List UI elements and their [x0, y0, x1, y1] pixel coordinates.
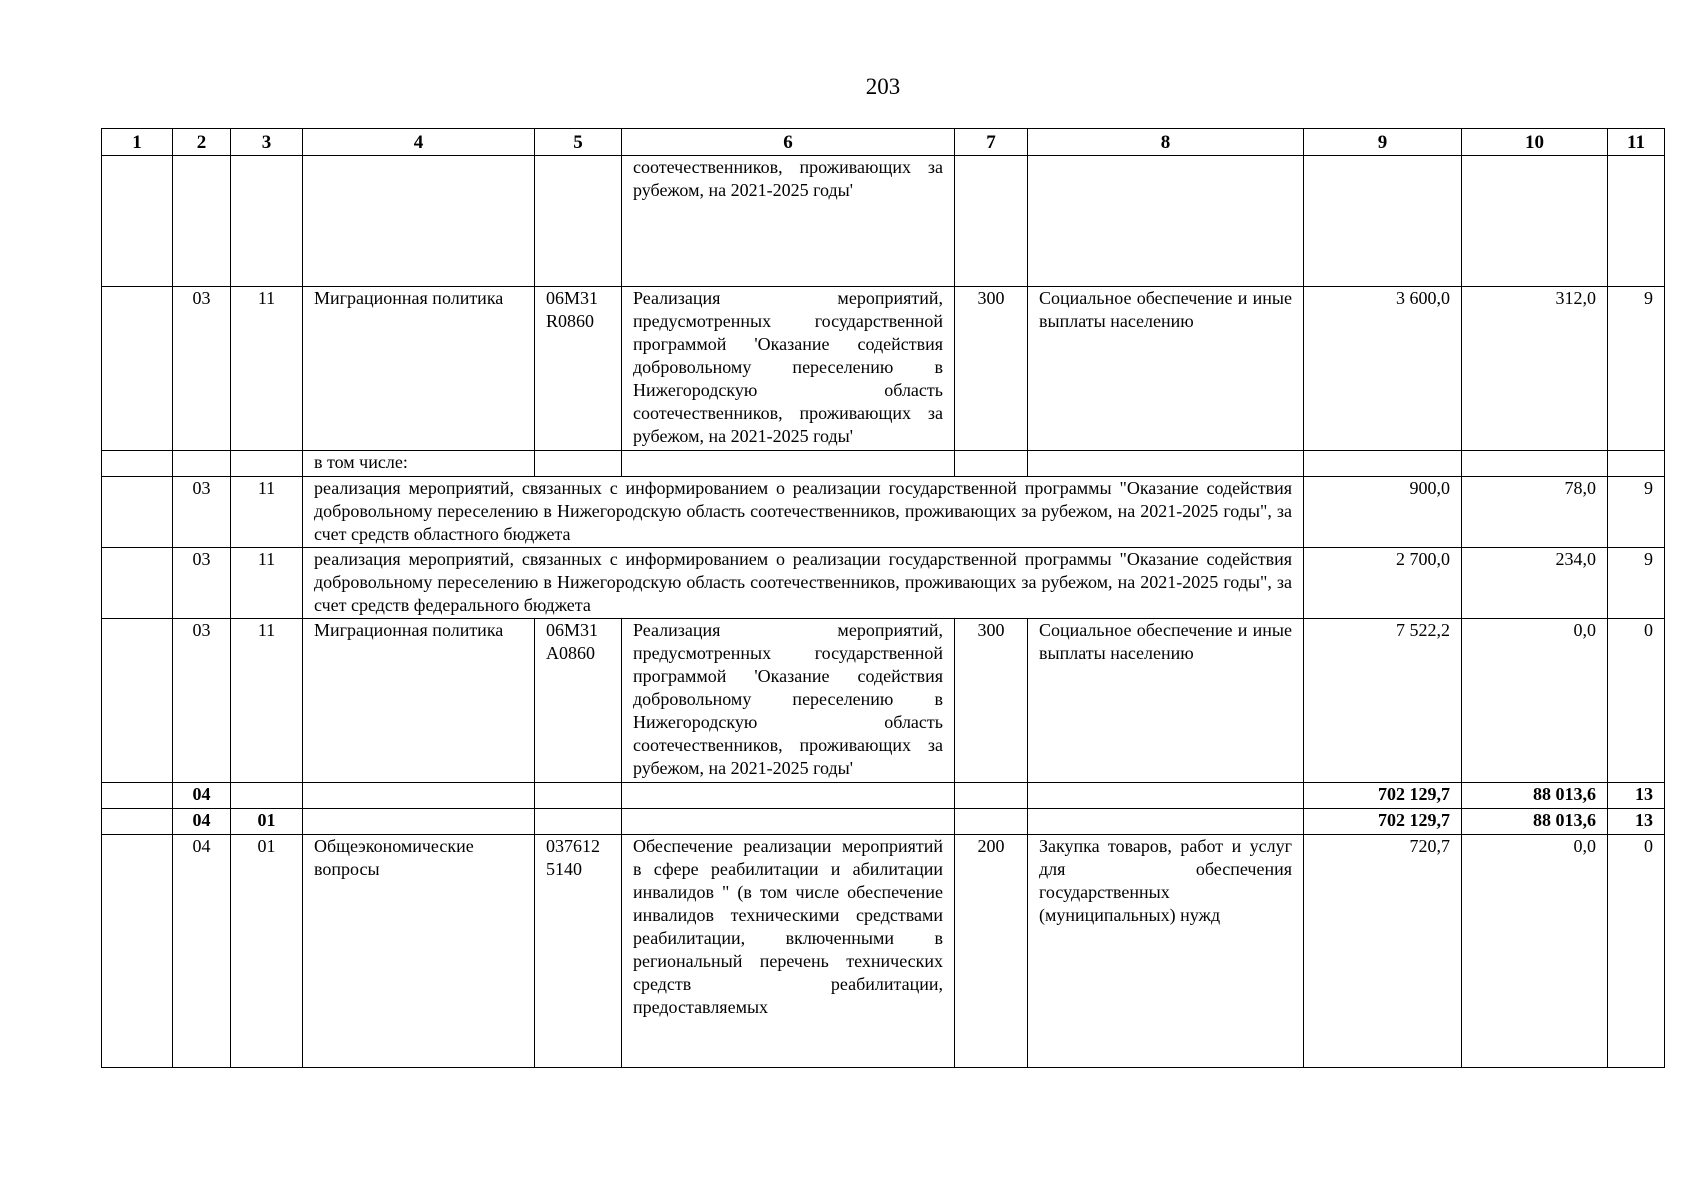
- table-cell: [1304, 156, 1462, 287]
- table-cell: [102, 809, 173, 835]
- table-cell: [173, 451, 231, 477]
- table-cell: [231, 156, 303, 287]
- table-cell: [955, 809, 1028, 835]
- table-cell: [955, 156, 1028, 287]
- value-11-cell: 13: [1608, 809, 1665, 835]
- value-9-cell: 900,0: [1304, 477, 1462, 548]
- name-cell: Миграционная политика: [303, 619, 535, 783]
- value-11-cell: 9: [1608, 548, 1665, 619]
- table-row: [102, 548, 1665, 619]
- table-cell: [102, 835, 173, 1068]
- table-cell: [102, 783, 173, 809]
- name-cell: Миграционная политика: [303, 287, 535, 451]
- table-cell: [1462, 451, 1608, 477]
- section-cell: 04: [173, 835, 231, 1068]
- column-header: 8: [1028, 129, 1304, 156]
- column-header: 5: [535, 129, 622, 156]
- table-cell: [102, 451, 173, 477]
- table-cell: [535, 156, 622, 287]
- subsection-cell: 11: [231, 619, 303, 783]
- column-header: 10: [1462, 129, 1608, 156]
- table-cell: [1028, 156, 1304, 287]
- code-cell: 06М31 А0860: [535, 619, 622, 783]
- page-number: 203: [865, 74, 901, 99]
- table-cell: [622, 809, 955, 835]
- value-9-cell: 720,7: [1304, 835, 1462, 1068]
- table-cell: [231, 451, 303, 477]
- column-header: 9: [1304, 129, 1462, 156]
- table-cell: [102, 477, 173, 548]
- program-cell: Обеспечение реализации мероприятий в сфере реабилитации и абилитации инвалидов " (в том числе обеспечение инвалидов техническими средствами реабилитации, включенными в региональный перечень технических средств реабилитации, предоставляемых: [622, 835, 955, 1068]
- program-cell: Реализация мероприятий, предусмотренных государственной программой 'Оказание содействия добровольному переселению в Нижегородскую область соотечественников, проживающих за рубежом, на 2021-2025 годы': [622, 287, 955, 451]
- budget-table: [101, 128, 1665, 1068]
- section-cell: 04: [173, 809, 231, 835]
- program-cell: Реализация мероприятий, предусмотренных государственной программой 'Оказание содействия добровольному переселению в Нижегородскую область соотечественников, проживающих за рубежом, на 2021-2025 годы': [622, 619, 955, 783]
- table-cell: [231, 783, 303, 809]
- column-header: 1: [102, 129, 173, 156]
- value-10-cell: 0,0: [1462, 619, 1608, 783]
- table-cell: [622, 451, 955, 477]
- header-row: [102, 129, 1665, 156]
- table-cell: [102, 619, 173, 783]
- value-10-cell: 78,0: [1462, 477, 1608, 548]
- value-10-cell: 88 013,6: [1462, 809, 1608, 835]
- section-cell: 04: [173, 783, 231, 809]
- description-cell: реализация мероприятий, связанных с информированием о реализации государственной программы "Оказание содействия добровольному переселению в Нижегородскую область соотечественников, проживающих за рубежом, на 2021-2025 годы", за счет средств федерального бюджета: [303, 548, 1304, 619]
- kind-code-cell: 300: [955, 619, 1028, 783]
- table-row: [102, 783, 1665, 809]
- table-cell: [102, 287, 173, 451]
- table-row: [102, 287, 1665, 451]
- table-cell: [303, 809, 535, 835]
- value-9-cell: 702 129,7: [1304, 809, 1462, 835]
- subsection-cell: 11: [231, 548, 303, 619]
- section-cell: 03: [173, 548, 231, 619]
- column-header: 6: [622, 129, 955, 156]
- table-cell: [955, 451, 1028, 477]
- section-cell: 03: [173, 619, 231, 783]
- table-cell: [303, 783, 535, 809]
- table-cell: [1608, 156, 1665, 287]
- table-cell: [1304, 451, 1462, 477]
- value-11-cell: 0: [1608, 619, 1665, 783]
- section-cell: 03: [173, 287, 231, 451]
- column-header: 4: [303, 129, 535, 156]
- kind-code-cell: 300: [955, 287, 1028, 451]
- program-cell: соотечественников, проживающих за рубежом, на 2021-2025 годы': [622, 156, 955, 287]
- value-11-cell: 9: [1608, 477, 1665, 548]
- name-cell: Общеэкономические вопросы: [303, 835, 535, 1068]
- column-header: 7: [955, 129, 1028, 156]
- table-cell: [1608, 451, 1665, 477]
- value-10-cell: 234,0: [1462, 548, 1608, 619]
- value-11-cell: 0: [1608, 835, 1665, 1068]
- table-cell: [1028, 809, 1304, 835]
- table-cell: [173, 156, 231, 287]
- table-cell: [303, 156, 535, 287]
- value-9-cell: 702 129,7: [1304, 783, 1462, 809]
- section-cell: 03: [173, 477, 231, 548]
- column-header: 11: [1608, 129, 1665, 156]
- table-cell: [1028, 783, 1304, 809]
- table-cell: [102, 548, 173, 619]
- subsection-cell: 11: [231, 287, 303, 451]
- value-11-cell: 9: [1608, 287, 1665, 451]
- table-cell: [955, 783, 1028, 809]
- code-cell: 037612 5140: [535, 835, 622, 1068]
- including-label: в том числе:: [303, 451, 535, 477]
- value-10-cell: 312,0: [1462, 287, 1608, 451]
- table-row: [102, 156, 1665, 287]
- kind-code-cell: 200: [955, 835, 1028, 1068]
- value-11-cell: 13: [1608, 783, 1665, 809]
- table-cell: [102, 156, 173, 287]
- value-9-cell: 3 600,0: [1304, 287, 1462, 451]
- code-cell: 06М31 R0860: [535, 287, 622, 451]
- subsection-cell: 01: [231, 835, 303, 1068]
- kind-cell: Закупка товаров, работ и услуг для обеспечения государственных (муниципальных) нужд: [1028, 835, 1304, 1068]
- kind-cell: Социальное обеспечение и иные выплаты населению: [1028, 287, 1304, 451]
- value-10-cell: 88 013,6: [1462, 783, 1608, 809]
- subsection-cell: 01: [231, 809, 303, 835]
- table-row: [102, 619, 1665, 783]
- table-row: [102, 451, 1665, 477]
- table-cell: [535, 783, 622, 809]
- table-cell: [1028, 451, 1304, 477]
- value-9-cell: 7 522,2: [1304, 619, 1462, 783]
- description-cell: реализация мероприятий, связанных с информированием о реализации государственной программы "Оказание содействия добровольному переселению в Нижегородскую область соотечественников, проживающих за рубежом, на 2021-2025 годы", за счет средств областного бюджета: [303, 477, 1304, 548]
- table-cell: [622, 783, 955, 809]
- table-cell: [1462, 156, 1608, 287]
- table-row: [102, 835, 1665, 1068]
- column-header: 3: [231, 129, 303, 156]
- column-header: 2: [173, 129, 231, 156]
- table-row: [102, 809, 1665, 835]
- table-cell: [535, 809, 622, 835]
- value-9-cell: 2 700,0: [1304, 548, 1462, 619]
- subsection-cell: 11: [231, 477, 303, 548]
- kind-cell: Социальное обеспечение и иные выплаты населению: [1028, 619, 1304, 783]
- table-cell: [535, 451, 622, 477]
- table-row: [102, 477, 1665, 548]
- value-10-cell: 0,0: [1462, 835, 1608, 1068]
